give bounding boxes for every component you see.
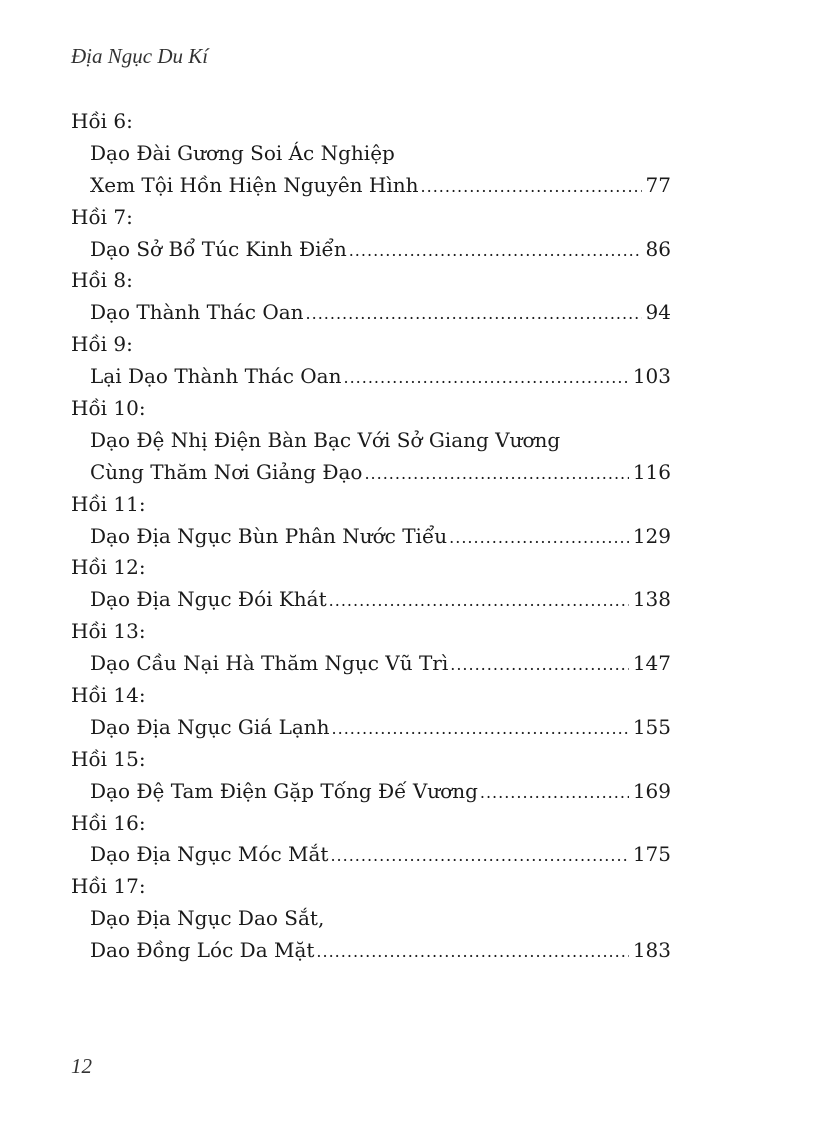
chapter-label: Hồi 14: (71, 683, 146, 708)
running-head: Địa Ngục Du Kí (71, 44, 209, 68)
entry-title-line (71, 361, 671, 393)
entry-title-line (71, 521, 671, 553)
chapter-label: Hồi 9: (71, 332, 133, 357)
page-number: 94 (645, 300, 671, 325)
chapter-label: Hồi 13: (71, 619, 146, 644)
page-number: 116 (632, 459, 671, 484)
entry-title-line (71, 584, 671, 616)
entry-title: Dao Đồng Lóc Da Mặt (90, 938, 315, 963)
toc-entry (71, 265, 671, 329)
entry-title: Dạo Cầu Nại Hà Thăm Ngục Vũ Trì (90, 651, 449, 676)
entry-title-line (71, 839, 671, 871)
page-number: 103 (632, 364, 671, 389)
entry-title-line (71, 776, 671, 808)
chapter-label: Hồi 15: (71, 746, 146, 771)
dot-leader (332, 713, 629, 744)
entry-title-line (71, 648, 671, 680)
dot-leader (450, 649, 629, 680)
entry-title: Dạo Đài Gương Soi Ác Nghiệp (90, 140, 395, 165)
toc-entry (71, 616, 671, 680)
dot-leader (349, 235, 642, 266)
page-number: 129 (632, 523, 671, 548)
dot-leader (480, 777, 629, 808)
page-number: 175 (632, 842, 671, 867)
entry-title: Dạo Địa Ngục Giá Lạnh (90, 714, 330, 739)
entry-title: Dạo Đệ Tam Điện Gặp Tống Đế Vương (90, 778, 478, 803)
chapter-label: Hồi 11: (71, 491, 146, 516)
dot-leader (329, 585, 629, 616)
page-number: 169 (632, 778, 671, 803)
entry-title: Xem Tội Hồn Hiện Nguyên Hình (90, 172, 419, 197)
dot-leader (364, 458, 628, 489)
toc-entry (71, 552, 671, 616)
toc-entry (71, 489, 671, 553)
toc-entry (71, 680, 671, 744)
entry-title: Dạo Địa Ngục Dao Sắt, (90, 906, 325, 931)
chapter-label: Hồi 7: (71, 204, 133, 229)
dot-leader (421, 171, 642, 202)
entry-title: Dạo Đệ Nhị Điện Bàn Bạc Với Sở Giang Vương (90, 427, 561, 452)
chapter-label: Hồi 6: (71, 109, 133, 133)
entry-title: Dạo Địa Ngục Móc Mắt (90, 842, 329, 867)
entry-title-line (71, 170, 671, 202)
entry-title-line (71, 234, 671, 266)
entry-title: Dạo Địa Ngục Đói Khát (90, 587, 327, 612)
page-number: 138 (632, 587, 671, 612)
entry-title-line (71, 457, 671, 489)
entry-title: Dạo Sở Bổ Túc Kinh Điển (90, 236, 347, 261)
entry-title-line (71, 903, 671, 935)
dot-leader (343, 362, 628, 393)
chapter-label: Hồi 12: (71, 555, 146, 580)
dot-leader (330, 840, 628, 871)
page-number: 77 (645, 172, 671, 197)
dot-leader (316, 936, 628, 967)
chapter-label: Hồi 17: (71, 874, 146, 899)
page-number: 86 (645, 236, 671, 261)
entry-title-line (71, 297, 671, 329)
chapter-label: Hồi 10: (71, 396, 146, 421)
chapter-label: Hồi 16: (71, 810, 146, 835)
table-of-contents (71, 106, 671, 967)
page-number: 147 (632, 651, 671, 676)
toc-entry (71, 393, 671, 489)
entry-title: Dạo Địa Ngục Bùn Phân Nước Tiểu (90, 523, 448, 548)
entry-title: Lại Dạo Thành Thác Oan (90, 364, 342, 389)
toc-entry (71, 106, 671, 202)
toc-entry (71, 871, 671, 967)
toc-entry (71, 329, 671, 393)
entry-title-line (71, 935, 671, 967)
dot-leader (306, 298, 642, 329)
entry-title-line (71, 425, 671, 457)
page-number: 155 (632, 714, 671, 739)
toc-entry (71, 744, 671, 808)
page-folio: 12 (71, 1054, 92, 1078)
entry-title-line (71, 138, 671, 170)
toc-entry (71, 202, 671, 266)
dot-leader (449, 522, 629, 553)
toc-entry (71, 808, 671, 872)
entry-title: Cùng Thăm Nơi Giảng Đạo (90, 459, 363, 484)
entry-title-line (71, 712, 671, 744)
chapter-label: Hồi 8: (71, 268, 133, 293)
page-number: 183 (632, 938, 671, 963)
entry-title: Dạo Thành Thác Oan (90, 300, 304, 325)
